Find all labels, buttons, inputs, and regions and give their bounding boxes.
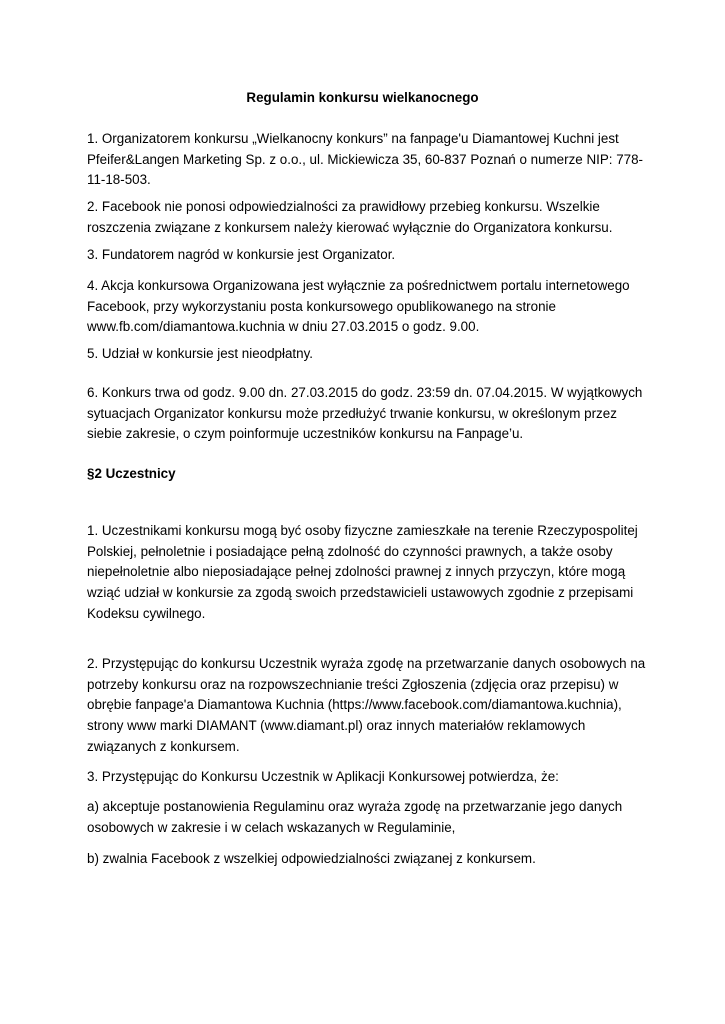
document-title: Regulamin konkursu wielkanocnego <box>246 90 479 105</box>
paragraph-line: 1. Uczestnikami konkursu mogą być osoby fizyczne zamieszkałe na terenie Rzeczypospolitej <box>87 523 638 538</box>
paragraph-line: roszczenia związane z konkursem należy kierować wyłącznie do Organizatora konkursu. <box>87 219 613 235</box>
paragraph-3-funder <box>87 245 647 266</box>
paragraph-line: potrzeby konkursu oraz na rozpowszechnianie treści Zgłoszenia (zdjęcia oraz przepisu) w <box>87 676 619 692</box>
paragraph-line: niepełnoletnie albo nieposiadające pełnej zdolności prawnej z innych przyczyn, które mogą <box>87 564 626 580</box>
paragraph-1-organizer <box>87 129 647 191</box>
paragraph-line: 3. Fundatorem nagród w konkursie jest Organizator. <box>87 247 396 262</box>
paragraph-2-facebook <box>87 197 647 238</box>
paragraph-line: 3. Przystępując do Konkursu Uczestnik w Aplikacji Konkursowej potwierdza, że: <box>87 769 559 784</box>
paragraph-line: związanych z konkursem. <box>87 738 240 754</box>
paragraph-line: Kodeksu cywilnego. <box>87 605 206 621</box>
paragraph-line: 6. Konkurs trwa od godz. 9.00 dn. 27.03.2015 do godz. 23:59 dn. 07.04.2015. W wyjątkowych <box>87 385 643 400</box>
paragraph-line: 2. Przystępując do konkursu Uczestnik wyraża zgodę na przetwarzanie danych osobowych na <box>87 656 646 671</box>
paragraph-line: www.fb.com/diamantowa.kuchnia w dniu 27.03.2015 o godz. 9.00. <box>87 319 480 335</box>
paragraph-line: 1. Organizatorem konkursu „Wielkanocny konkurs” na fanpage'u Diamantowej Kuchni jest <box>87 131 619 146</box>
participants-paragraph-1 <box>87 521 647 625</box>
participants-paragraph-3 <box>87 767 647 788</box>
paragraph-line: wziąć udział w konkursie za zgodą swoich przedstawicieli ustawowych zgodnie z przepisami <box>87 585 634 601</box>
participants-paragraph-a <box>87 797 647 838</box>
paragraph-line: Pfeifer&Langen Marketing Sp. z o.o., ul. Mickiewicza 35, 60-837 Poznań o numerze NIP: 778- <box>87 151 644 167</box>
paragraph-4-action <box>87 276 647 338</box>
paragraph-line: siebie zakresie, o czym poinformuje uczestników konkursu na Fanpage’u. <box>87 426 524 442</box>
participants-paragraph-2 <box>87 654 647 758</box>
paragraph-line: 2. Facebook nie ponosi odpowiedzialności za prawidłowy przebieg konkursu. Wszelkie <box>87 199 600 214</box>
paragraph-line: 11-18-503. <box>87 172 151 188</box>
paragraph-line: Polskiej, pełnoletnie i posiadające pełną zdolność do czynności prawnych, a także osoby <box>87 543 613 559</box>
paragraph-line: osobowych w zakresie i w celach wskazanych w Regulaminie, <box>87 819 456 835</box>
paragraph-line: obrębie fanpage'a Diamantowa Kuchnia (https://www.facebook.com/diamantowa.kuchnia), <box>87 697 622 713</box>
paragraph-line: a) akceptuje postanowienia Regulaminu oraz wyraża zgodę na przetwarzanie jego danych <box>87 799 623 814</box>
paragraph-line: 4. Akcja konkursowa Organizowana jest wyłącznie za pośrednictwem portalu internetowego <box>87 278 630 293</box>
paragraph-5-free-entry <box>87 344 647 365</box>
section-heading-participants: §2 Uczestnicy <box>87 466 176 481</box>
paragraph-line: strony www marki DIAMANT (www.diamant.pl) oraz innych materiałów reklamowych <box>87 718 586 734</box>
paragraph-line: sytuacjach Organizator konkursu może przedłużyć trwanie konkursu, w określonym przez <box>87 405 617 421</box>
paragraph-line: Facebook, przy wykorzystaniu posta konkursowego opublikowanego na stronie <box>87 298 556 314</box>
paragraph-line: 5. Udział w konkursie jest nieodpłatny. <box>87 346 314 361</box>
paragraph-line: b) zwalnia Facebook z wszelkiej odpowiedzialności związanej z konkursem. <box>87 851 536 866</box>
paragraph-6-duration <box>87 383 647 445</box>
participants-paragraph-b <box>87 849 647 870</box>
